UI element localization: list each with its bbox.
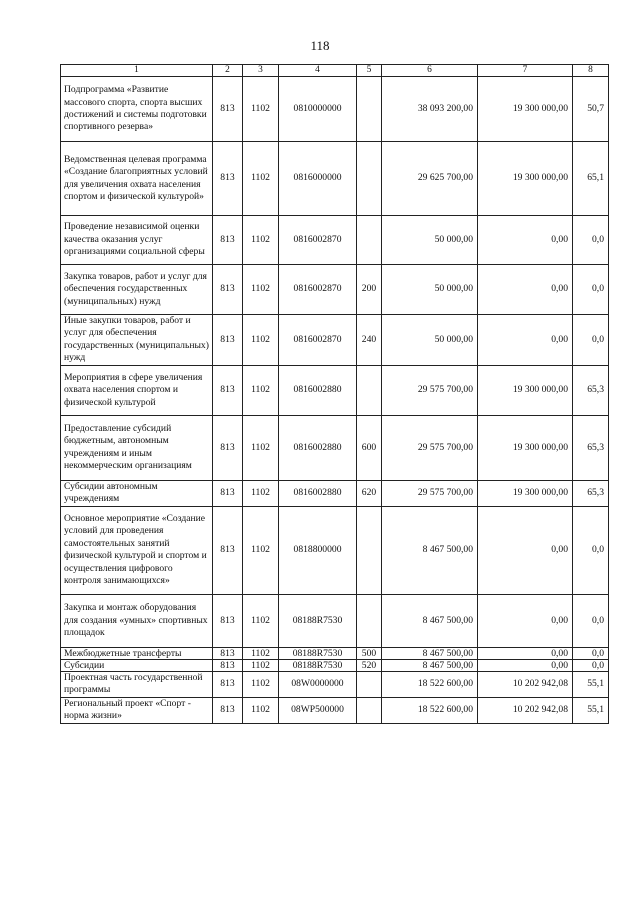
executed-amount-cell: 0,00	[478, 594, 573, 647]
percent-cell: 50,7	[573, 77, 609, 142]
expense-type-cell	[357, 594, 382, 647]
percent-cell: 65,3	[573, 415, 609, 480]
header-col-8: 8	[573, 65, 609, 77]
target-code-cell: 08188R7530	[279, 659, 357, 671]
percent-cell: 0,0	[573, 216, 609, 265]
header-col-7: 7	[478, 65, 573, 77]
expense-type-cell: 520	[357, 659, 382, 671]
planned-amount-cell: 18 522 600,00	[382, 671, 478, 697]
planned-amount-cell: 29 575 700,00	[382, 480, 478, 506]
percent-cell: 0,0	[573, 506, 609, 594]
row-name-cell: Закупка и монтаж оборудования для создания «умных» спортивных площадок	[61, 594, 213, 647]
table-row	[61, 647, 609, 659]
row-name-cell: Иные закупки товаров, работ и услуг для обеспечения государственных (муниципальных) нужд	[61, 315, 213, 366]
header-col-5: 5	[357, 65, 382, 77]
chapter-cell: 813	[213, 594, 243, 647]
row-name-cell: Ведомственная целевая программа «Создание благоприятных условий для увеличения охвата населения спортом и физической культурой»	[61, 142, 213, 216]
percent-cell: 0,0	[573, 315, 609, 366]
table-row	[61, 594, 609, 647]
executed-amount-cell: 19 300 000,00	[478, 480, 573, 506]
planned-amount-cell: 8 467 500,00	[382, 659, 478, 671]
chapter-cell: 813	[213, 265, 243, 315]
target-code-cell: 08WP500000	[279, 697, 357, 723]
target-code-cell: 0816000000	[279, 142, 357, 216]
planned-amount-cell: 29 575 700,00	[382, 415, 478, 480]
percent-cell: 65,3	[573, 365, 609, 415]
planned-amount-cell: 8 467 500,00	[382, 647, 478, 659]
table-row	[61, 365, 609, 415]
executed-amount-cell: 0,00	[478, 647, 573, 659]
expense-type-cell: 500	[357, 647, 382, 659]
chapter-cell: 813	[213, 659, 243, 671]
row-name-cell: Подпрограмма «Развитие массового спорта, спорта высших достижений и системы подготовки спортивного резерва»	[61, 77, 213, 142]
target-code-cell: 0816002880	[279, 415, 357, 480]
section-cell: 1102	[243, 216, 279, 265]
expense-type-cell	[357, 77, 382, 142]
table-row	[61, 697, 609, 723]
section-cell: 1102	[243, 671, 279, 697]
header-col-4: 4	[279, 65, 357, 77]
chapter-cell: 813	[213, 77, 243, 142]
percent-cell: 55,1	[573, 671, 609, 697]
percent-cell: 65,3	[573, 480, 609, 506]
chapter-cell: 813	[213, 697, 243, 723]
section-cell: 1102	[243, 77, 279, 142]
chapter-cell: 813	[213, 365, 243, 415]
executed-amount-cell: 19 300 000,00	[478, 365, 573, 415]
expense-type-cell: 240	[357, 315, 382, 366]
executed-amount-cell: 0,00	[478, 315, 573, 366]
table-body	[61, 77, 609, 724]
header-col-6: 6	[382, 65, 478, 77]
section-cell: 1102	[243, 480, 279, 506]
section-cell: 1102	[243, 315, 279, 366]
chapter-cell: 813	[213, 415, 243, 480]
section-cell: 1102	[243, 415, 279, 480]
executed-amount-cell: 19 300 000,00	[478, 142, 573, 216]
planned-amount-cell: 38 093 200,00	[382, 77, 478, 142]
expense-type-cell	[357, 216, 382, 265]
percent-cell: 55,1	[573, 697, 609, 723]
expense-type-cell	[357, 142, 382, 216]
chapter-cell: 813	[213, 216, 243, 265]
section-cell: 1102	[243, 506, 279, 594]
percent-cell: 0,0	[573, 594, 609, 647]
target-code-cell: 08188R7530	[279, 647, 357, 659]
executed-amount-cell: 19 300 000,00	[478, 77, 573, 142]
row-name-cell: Предоставление субсидий бюджетным, автономным учреждениям и иным некоммерческим организациям	[61, 415, 213, 480]
target-code-cell: 08W0000000	[279, 671, 357, 697]
expense-type-cell: 620	[357, 480, 382, 506]
executed-amount-cell: 0,00	[478, 506, 573, 594]
row-name-cell: Межбюджетные трансферты	[61, 647, 213, 659]
percent-cell: 65,1	[573, 142, 609, 216]
chapter-cell: 813	[213, 506, 243, 594]
table-row	[61, 77, 609, 142]
target-code-cell: 08188R7530	[279, 594, 357, 647]
executed-amount-cell: 0,00	[478, 659, 573, 671]
section-cell: 1102	[243, 594, 279, 647]
header-col-1: 1	[61, 65, 213, 77]
budget-table	[60, 64, 609, 724]
section-cell: 1102	[243, 265, 279, 315]
row-name-cell: Субсидии	[61, 659, 213, 671]
chapter-cell: 813	[213, 647, 243, 659]
target-code-cell: 0816002870	[279, 315, 357, 366]
table-row	[61, 506, 609, 594]
percent-cell: 0,0	[573, 659, 609, 671]
executed-amount-cell: 0,00	[478, 216, 573, 265]
section-cell: 1102	[243, 142, 279, 216]
planned-amount-cell: 50 000,00	[382, 315, 478, 366]
target-code-cell: 0816002880	[279, 480, 357, 506]
executed-amount-cell: 10 202 942,08	[478, 671, 573, 697]
row-name-cell: Основное мероприятие «Создание условий для проведения самостоятельных занятий физической культурой и спортом и осуществления цифрового контроля занимающихся»	[61, 506, 213, 594]
table-row	[61, 480, 609, 506]
chapter-cell: 813	[213, 142, 243, 216]
page-number: 118	[310, 38, 330, 53]
percent-cell: 0,0	[573, 647, 609, 659]
row-name-cell: Проектная часть государственной программы	[61, 671, 213, 697]
expense-type-cell	[357, 506, 382, 594]
target-code-cell: 0818800000	[279, 506, 357, 594]
table-row	[61, 659, 609, 671]
planned-amount-cell: 50 000,00	[382, 265, 478, 315]
planned-amount-cell: 29 575 700,00	[382, 365, 478, 415]
planned-amount-cell: 18 522 600,00	[382, 697, 478, 723]
percent-cell: 0,0	[573, 265, 609, 315]
planned-amount-cell: 8 467 500,00	[382, 594, 478, 647]
chapter-cell: 813	[213, 315, 243, 366]
chapter-cell: 813	[213, 671, 243, 697]
table-row	[61, 315, 609, 366]
expense-type-cell: 600	[357, 415, 382, 480]
section-cell: 1102	[243, 659, 279, 671]
table-header-row	[61, 65, 609, 77]
target-code-cell: 0810000000	[279, 77, 357, 142]
table-row	[61, 265, 609, 315]
planned-amount-cell: 50 000,00	[382, 216, 478, 265]
planned-amount-cell: 8 467 500,00	[382, 506, 478, 594]
row-name-cell: Проведение независимой оценки качества оказания услуг организациями социальной сферы	[61, 216, 213, 265]
section-cell: 1102	[243, 365, 279, 415]
chapter-cell: 813	[213, 480, 243, 506]
row-name-cell: Региональный проект «Спорт - норма жизни»	[61, 697, 213, 723]
section-cell: 1102	[243, 697, 279, 723]
executed-amount-cell: 19 300 000,00	[478, 415, 573, 480]
row-name-cell: Субсидии автономным учреждениям	[61, 480, 213, 506]
table-row	[61, 142, 609, 216]
expense-type-cell: 200	[357, 265, 382, 315]
table-row	[61, 671, 609, 697]
target-code-cell: 0816002870	[279, 216, 357, 265]
table-row	[61, 216, 609, 265]
planned-amount-cell: 29 625 700,00	[382, 142, 478, 216]
target-code-cell: 0816002880	[279, 365, 357, 415]
header-col-3: 3	[243, 65, 279, 77]
row-name-cell: Закупка товаров, работ и услуг для обеспечения государственных (муниципальных) нужд	[61, 265, 213, 315]
target-code-cell: 0816002870	[279, 265, 357, 315]
executed-amount-cell: 10 202 942,08	[478, 697, 573, 723]
row-name-cell: Мероприятия в сфере увеличения охвата населения спортом и физической культурой	[61, 365, 213, 415]
expense-type-cell	[357, 365, 382, 415]
expense-type-cell	[357, 671, 382, 697]
executed-amount-cell: 0,00	[478, 265, 573, 315]
header-col-2: 2	[213, 65, 243, 77]
table-row	[61, 415, 609, 480]
expense-type-cell	[357, 697, 382, 723]
section-cell: 1102	[243, 647, 279, 659]
